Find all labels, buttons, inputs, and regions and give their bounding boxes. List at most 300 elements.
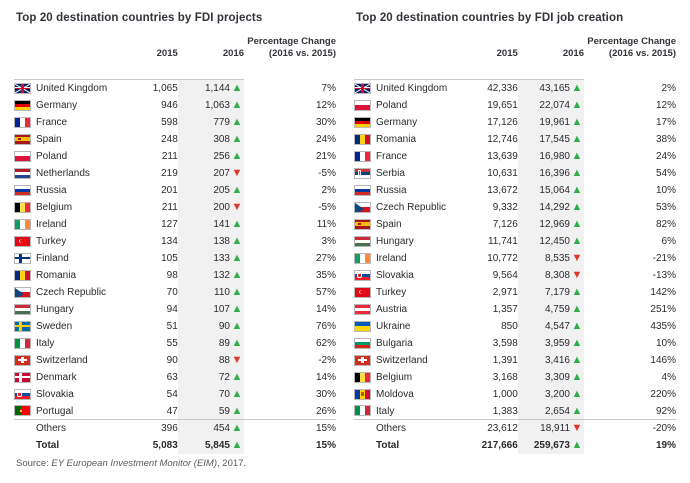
row-country: Denmark (36, 371, 77, 383)
flag-icon (14, 236, 31, 247)
col-pct-change (584, 36, 676, 63)
arrow-up-icon: ▲ (231, 336, 243, 349)
row-value-2016: 3,309 (518, 369, 570, 386)
row-value-2015: 3,598 (492, 337, 518, 349)
row-flag (14, 114, 36, 131)
row-value-2016: 133 (178, 250, 230, 267)
flag-icon (354, 219, 371, 230)
row-value-2015: 105 (161, 252, 178, 264)
table-row (14, 182, 336, 199)
row-value-2016: 2,654 (518, 403, 570, 420)
col-2015: 2015 (156, 47, 178, 59)
flag-icon (354, 117, 371, 128)
flag-icon (354, 168, 371, 179)
arrow-up-icon: ▲ (571, 370, 583, 383)
row-value-2015: 13,639 (487, 150, 518, 162)
flag-icon (354, 151, 371, 162)
row-flag (354, 284, 376, 301)
row-country: Slovakia (376, 269, 414, 281)
row-value-2015: 7,126 (492, 218, 518, 230)
row-flag (14, 80, 36, 97)
row-flag (14, 267, 36, 284)
row-trend-arrow (230, 233, 244, 250)
row-trend-arrow (230, 267, 244, 284)
table-row (14, 369, 336, 386)
row-trend-arrow (230, 437, 244, 454)
row-value-2016: 12,969 (518, 216, 570, 233)
pct-header-line1: Percentage Change (587, 36, 676, 47)
row-value-2015: 90 (166, 354, 178, 366)
flag-icon (354, 389, 371, 400)
flag-icon (14, 83, 31, 94)
row-value-2015: 70 (166, 286, 178, 298)
arrow-up-icon: ▲ (571, 234, 583, 247)
flag-icon (354, 405, 371, 416)
arrow-up-icon: ▲ (571, 149, 583, 162)
pct-header-line1: Percentage Change (247, 36, 336, 47)
row-flag (14, 284, 36, 301)
flag-icon (14, 168, 31, 179)
row-flag (14, 233, 36, 250)
panels-container (14, 10, 676, 454)
row-trend-arrow (570, 267, 584, 284)
table-row (14, 199, 336, 216)
flag-icon (14, 389, 31, 400)
row-percentage-change: 30% (315, 388, 336, 400)
row-value-2016: 308 (178, 131, 230, 148)
row-value-2016: 43,165 (518, 80, 570, 97)
header-rule (354, 63, 676, 80)
row-country: Hungary (36, 303, 74, 315)
row-trend-arrow (230, 386, 244, 403)
row-percentage-change: 10% (655, 337, 676, 349)
row-flag (14, 335, 36, 352)
source-prefix: Source: (16, 458, 52, 469)
row-percentage-change: 17% (655, 116, 676, 128)
row-trend-arrow (230, 284, 244, 301)
table-row (14, 80, 336, 97)
row-trend-arrow (570, 335, 584, 352)
row-country: Turkey (376, 286, 407, 298)
row-value-2015: 63 (166, 371, 178, 383)
arrow-up-icon: ▲ (571, 404, 583, 417)
row-percentage-change: 38% (655, 133, 676, 145)
row-flag (14, 318, 36, 335)
table-row (14, 352, 336, 369)
row-value-2015: 12,746 (487, 133, 518, 145)
col-flag (354, 36, 376, 63)
arrow-up-icon: ▲ (231, 302, 243, 315)
row-value-2016: 205 (178, 182, 230, 199)
flag-icon (354, 270, 371, 281)
flag-icon (14, 355, 31, 366)
row-trend-arrow (230, 80, 244, 97)
flag-icon (354, 253, 371, 264)
row-trend-arrow (570, 148, 584, 165)
row-value-2015: 11,741 (487, 235, 518, 247)
flag-icon (14, 151, 31, 162)
table-row (354, 335, 676, 352)
row-country: Italy (376, 405, 395, 417)
row-value-2015: 10,631 (487, 167, 518, 179)
row-percentage-change: -13% (652, 269, 676, 281)
row-value-2016: 141 (178, 216, 230, 233)
table-row (14, 114, 336, 131)
row-flag (14, 131, 36, 148)
row-trend-arrow (230, 335, 244, 352)
row-country: Total (36, 439, 60, 451)
arrow-up-icon: ▲ (231, 285, 243, 298)
arrow-up-icon: ▲ (231, 387, 243, 400)
row-trend-arrow (230, 369, 244, 386)
row-trend-arrow (570, 80, 584, 97)
row-value-2016: 16,980 (518, 148, 570, 165)
row-country: Bulgaria (376, 337, 413, 349)
row-flag (14, 369, 36, 386)
row-value-2016: 19,961 (518, 114, 570, 131)
row-percentage-change: 6% (661, 235, 676, 247)
table-fdi-projects (14, 36, 336, 454)
arrow-up-icon: ▲ (571, 336, 583, 349)
row-percentage-change: 12% (315, 99, 336, 111)
flag-icon (354, 100, 371, 111)
table-row (354, 131, 676, 148)
row-value-2016: 200 (178, 199, 230, 216)
flag-icon (14, 270, 31, 281)
row-flag (14, 352, 36, 369)
row-value-2016: 59 (178, 403, 230, 420)
row-value-2015: 51 (166, 320, 178, 332)
row-value-2015: 1,391 (492, 354, 518, 366)
row-value-2016: 3,200 (518, 386, 570, 403)
row-value-2016: 259,673 (518, 437, 570, 454)
col-country (36, 36, 134, 63)
row-trend-arrow (570, 97, 584, 114)
row-country: Germany (376, 116, 418, 128)
arrow-down-icon: ▼ (571, 268, 583, 281)
arrow-up-icon: ▲ (231, 217, 243, 230)
arrow-down-icon: ▼ (231, 353, 243, 366)
row-country: Belgium (376, 371, 413, 383)
table-row (354, 165, 676, 182)
row-trend-arrow (230, 131, 244, 148)
row-percentage-change: -21% (652, 252, 676, 264)
arrow-up-icon: ▲ (571, 319, 583, 332)
row-value-2016: 8,535 (518, 250, 570, 267)
row-value-2016: 70 (178, 386, 230, 403)
row-country: Italy (36, 337, 55, 349)
arrow-up-icon: ▲ (231, 422, 243, 434)
panel-fdi-jobs (354, 10, 676, 454)
flag-icon (354, 372, 371, 383)
row-percentage-change: 15% (244, 420, 336, 437)
row-country: Total (376, 439, 400, 451)
row-trend-arrow (230, 148, 244, 165)
row-flag (354, 369, 376, 386)
row-country: Sweden (36, 320, 73, 332)
flag-icon (14, 185, 31, 196)
arrow-down-icon: ▼ (231, 166, 243, 179)
row-value-2015: 946 (161, 99, 178, 111)
source-italic: EY European Investment Monitor (EIM) (51, 458, 218, 469)
row-percentage-change: 14% (315, 303, 336, 315)
table-row (14, 301, 336, 318)
row-percentage-change: 82% (655, 218, 676, 230)
source-suffix: , 2017. (217, 458, 247, 469)
flag-icon (14, 253, 31, 264)
arrow-up-icon: ▲ (231, 319, 243, 332)
row-flag (14, 386, 36, 403)
row-country: Hungary (376, 235, 414, 247)
row-trend-arrow (570, 369, 584, 386)
row-trend-arrow (230, 182, 244, 199)
arrow-up-icon: ▲ (231, 268, 243, 281)
row-trend-arrow (570, 182, 584, 199)
table-row (14, 97, 336, 114)
row-country: France (376, 150, 408, 162)
arrow-up-icon: ▲ (231, 251, 243, 264)
flag-icon (14, 202, 31, 213)
table-row (354, 352, 676, 369)
row-country: United Kingdom (36, 83, 108, 94)
row-trend-arrow (230, 403, 244, 420)
table-row (354, 284, 676, 301)
row-flag (354, 182, 376, 199)
row-value-2016: 1,063 (178, 97, 230, 114)
col-flag (14, 36, 36, 63)
table-body-projects (14, 80, 336, 454)
flag-icon (14, 117, 31, 128)
row-value-2016: 779 (178, 114, 230, 131)
row-value-2015: 1,357 (492, 303, 518, 315)
row-percentage-change: 30% (315, 116, 336, 128)
row-country: Czech Republic (376, 201, 447, 213)
table-row (14, 318, 336, 335)
row-country: Netherlands (36, 167, 90, 179)
table-row (14, 335, 336, 352)
row-percentage-change: 24% (315, 133, 336, 145)
row-value-2016: 5,845 (178, 437, 230, 454)
flag-icon (14, 134, 31, 145)
row-trend-arrow (230, 97, 244, 114)
arrow-up-icon: ▲ (231, 149, 243, 162)
row-value-2015: 23,612 (474, 420, 518, 437)
arrow-up-icon: ▲ (571, 98, 583, 111)
row-flag (354, 131, 376, 148)
row-value-2016: 12,450 (518, 233, 570, 250)
flag-icon (354, 202, 371, 213)
table-row (14, 216, 336, 233)
row-value-2015: 54 (166, 388, 178, 400)
row-value-2015: 1,065 (152, 83, 178, 94)
row-flag (14, 165, 36, 182)
row-value-2015: 850 (501, 320, 518, 332)
flag-icon (354, 287, 371, 298)
row-country: Serbia (376, 167, 405, 179)
row-value-2016: 110 (178, 284, 230, 301)
row-percentage-change: 57% (315, 286, 336, 298)
row-value-2016: 4,759 (518, 301, 570, 318)
row-flag (14, 216, 36, 233)
row-country: Poland (376, 99, 408, 111)
row-value-2015: 211 (161, 201, 178, 213)
arrow-down-icon: ▼ (571, 422, 583, 434)
arrow-up-icon: ▲ (231, 370, 243, 383)
row-country: Others (36, 420, 134, 437)
arrow-up-icon: ▲ (231, 115, 243, 128)
row-percentage-change: 11% (316, 218, 336, 230)
col-country (376, 36, 474, 63)
row-trend-arrow (230, 216, 244, 233)
panel-title-projects: Top 20 destination countries by FDI projects (16, 12, 263, 24)
row-percentage-change: 2% (321, 184, 336, 196)
row-value-2015: 211 (161, 150, 178, 162)
row-percentage-change: -2% (318, 354, 336, 366)
arrow-up-icon: ▲ (571, 166, 583, 179)
row-flag (354, 335, 376, 352)
row-trend-arrow (230, 199, 244, 216)
row-trend-arrow (230, 420, 244, 437)
row-country: Spain (36, 133, 62, 145)
row-country: Finland (36, 252, 69, 264)
arrow-up-icon: ▲ (231, 82, 243, 94)
row-value-2016: 454 (178, 420, 230, 437)
row-value-2015: 219 (161, 167, 178, 179)
row-trend-arrow (570, 284, 584, 301)
row-percentage-change: -5% (318, 167, 336, 179)
row-value-2016: 18,911 (518, 420, 570, 437)
row-country: Switzerland (36, 354, 88, 366)
flag-icon (14, 372, 31, 383)
row-value-2016: 8,308 (518, 267, 570, 284)
arrow-up-icon: ▲ (231, 132, 243, 145)
row-flag (354, 250, 376, 267)
flag-icon (354, 83, 371, 94)
flag-icon (354, 185, 371, 196)
row-country: Moldova (376, 388, 414, 400)
row-percentage-change: 76% (315, 320, 336, 332)
row-country: United Kingdom (376, 83, 448, 94)
table-row (354, 420, 676, 437)
row-value-2015: 47 (166, 405, 178, 417)
table-row (14, 267, 336, 284)
arrow-up-icon: ▲ (571, 302, 583, 315)
row-percentage-change: 54% (655, 167, 676, 179)
row-percentage-change: 142% (650, 286, 676, 298)
col-2016: 2016 (222, 47, 244, 59)
row-flag (14, 403, 36, 420)
row-flag (354, 420, 376, 437)
arrow-up-icon: ▲ (571, 200, 583, 213)
row-value-2015: 598 (161, 116, 178, 128)
row-flag (354, 80, 376, 97)
row-flag (14, 148, 36, 165)
row-value-2015: 2,971 (492, 286, 518, 298)
row-percentage-change: 35% (315, 269, 336, 281)
row-value-2015: 13,672 (487, 184, 518, 196)
arrow-up-icon: ▲ (231, 183, 243, 196)
row-value-2016: 14,292 (518, 199, 570, 216)
flag-icon (14, 219, 31, 230)
row-flag (354, 318, 376, 335)
flag-icon (354, 321, 371, 332)
row-trend-arrow (570, 301, 584, 318)
row-trend-arrow (230, 165, 244, 182)
table-row (14, 131, 336, 148)
table-row (354, 233, 676, 250)
source-note (16, 458, 246, 469)
row-country: Czech Republic (36, 286, 107, 298)
row-flag (14, 301, 36, 318)
row-value-2016: 138 (178, 233, 230, 250)
row-value-2015: 127 (161, 218, 178, 230)
row-value-2015: 94 (166, 303, 178, 315)
table-row (354, 386, 676, 403)
row-trend-arrow (570, 165, 584, 182)
row-trend-arrow (570, 403, 584, 420)
table-row (14, 165, 336, 182)
table-row (354, 216, 676, 233)
row-value-2015: 9,332 (492, 201, 518, 213)
row-value-2016: 72 (178, 369, 230, 386)
row-flag (14, 437, 36, 454)
row-value-2015: 217,666 (481, 439, 518, 451)
table-row (354, 182, 676, 199)
row-value-2016: 132 (178, 267, 230, 284)
row-flag (354, 216, 376, 233)
row-trend-arrow (570, 250, 584, 267)
table-row (354, 97, 676, 114)
row-value-2016: 22,074 (518, 97, 570, 114)
row-value-2015: 201 (161, 184, 178, 196)
flag-icon (354, 355, 371, 366)
row-value-2016: 15,064 (518, 182, 570, 199)
table-row (14, 250, 336, 267)
table-row (14, 233, 336, 250)
table-row (354, 199, 676, 216)
row-percentage-change: 24% (655, 150, 676, 162)
row-value-2016: 207 (178, 165, 230, 182)
arrow-up-icon: ▲ (571, 438, 583, 451)
row-flag (14, 420, 36, 437)
arrow-down-icon: ▼ (231, 200, 243, 213)
table-head (14, 36, 336, 80)
row-percentage-change: 53% (655, 201, 676, 213)
row-value-2016: 17,545 (518, 131, 570, 148)
row-value-2016: 1,144 (178, 80, 230, 97)
row-value-2015: 9,564 (492, 269, 518, 281)
row-percentage-change: 220% (650, 388, 676, 400)
row-value-2015: 1,383 (492, 405, 518, 417)
row-value-2015: 248 (161, 133, 178, 145)
row-country: Poland (36, 150, 68, 162)
row-flag (354, 403, 376, 420)
row-percentage-change: 62% (315, 337, 336, 349)
table-header-row (14, 36, 336, 63)
row-country: Austria (376, 303, 408, 315)
panel-fdi-projects (14, 10, 336, 454)
row-percentage-change: 15% (315, 439, 336, 451)
row-trend-arrow (570, 386, 584, 403)
arrow-up-icon: ▲ (571, 285, 583, 298)
row-country: Spain (376, 218, 402, 230)
row-flag (14, 182, 36, 199)
flag-icon (14, 405, 31, 416)
arrow-up-icon: ▲ (231, 438, 243, 451)
header-rule (14, 63, 336, 80)
row-flag (354, 233, 376, 250)
row-percentage-change: 19% (655, 439, 676, 451)
